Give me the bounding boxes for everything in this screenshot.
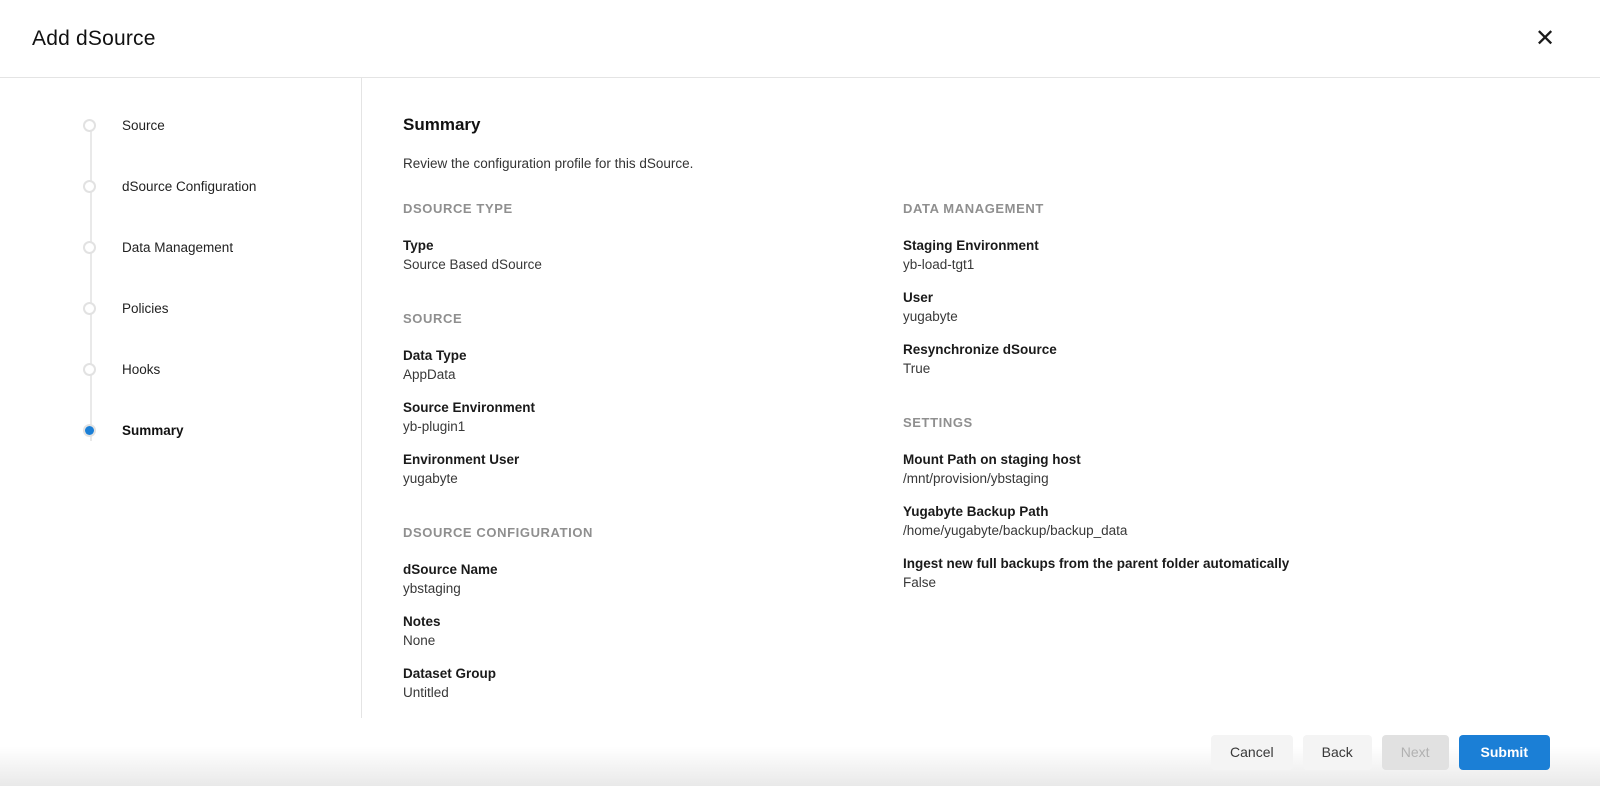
step-circle-icon: [83, 180, 96, 193]
section-heading: SETTINGS: [903, 415, 973, 430]
submit-button[interactable]: Submit: [1459, 735, 1550, 770]
step-circle-icon: [83, 119, 96, 132]
field-value: Untitled: [403, 685, 449, 700]
field-label: Notes: [403, 614, 441, 629]
field-label: Resynchronize dSource: [903, 342, 1057, 357]
step-source[interactable]: [83, 118, 361, 133]
step-label: Hooks: [122, 362, 161, 377]
field-label: Staging Environment: [903, 238, 1039, 253]
page-title: Summary: [403, 115, 481, 134]
summary-pane: [362, 78, 1600, 718]
stepper: [83, 118, 361, 438]
field-resynchronize-dsource: [903, 340, 1540, 378]
field-ingest-full-backups: [903, 554, 1540, 592]
active-step-dot-icon: [85, 426, 94, 435]
close-icon: ✕: [1534, 24, 1556, 52]
back-button[interactable]: Back: [1303, 735, 1372, 770]
field-label: Source Environment: [403, 400, 536, 415]
dialog-header: [0, 0, 1600, 78]
dialog-body: [0, 78, 1600, 718]
wizard-stepper-sidebar: [0, 78, 362, 718]
field-value: AppData: [403, 367, 456, 382]
step-label: Data Management: [122, 240, 234, 255]
step-label: Summary: [122, 423, 184, 438]
cancel-button[interactable]: Cancel: [1211, 735, 1293, 770]
next-button[interactable]: Next: [1382, 735, 1449, 770]
field-value: yb-plugin1: [403, 419, 466, 434]
field-label: Environment User: [403, 452, 520, 467]
field-environment-user: [403, 450, 903, 488]
field-value: False: [903, 575, 937, 590]
field-value: yugabyte: [903, 309, 958, 324]
field-staging-environment: [903, 236, 1540, 274]
field-value: yugabyte: [403, 471, 458, 486]
summary-column-left: [403, 201, 903, 718]
step-label: dSource Configuration: [122, 179, 257, 194]
field-value: /mnt/provision/ybstaging: [903, 471, 1049, 486]
dialog-title: Add dSource: [32, 26, 156, 50]
field-notes: [403, 612, 903, 650]
section-heading: DATA MANAGEMENT: [903, 201, 1044, 216]
field-dataset-group: [403, 664, 903, 702]
section-settings: [903, 415, 1540, 592]
field-type: [403, 236, 903, 274]
step-circle-icon: [83, 363, 96, 376]
step-label: Policies: [122, 301, 169, 316]
section-heading: DSOURCE CONFIGURATION: [403, 525, 594, 540]
field-yugabyte-backup-path: [903, 502, 1540, 540]
section-dsource-type: [403, 201, 903, 274]
field-label: dSource Name: [403, 562, 498, 577]
field-value: /home/yugabyte/backup/backup_data: [903, 523, 1128, 538]
field-mount-path: [903, 450, 1540, 488]
step-label: Source: [122, 118, 165, 133]
step-policies[interactable]: [83, 301, 361, 316]
field-label: Type: [403, 238, 434, 253]
field-value: yb-load-tgt1: [903, 257, 975, 272]
step-circle-icon: [83, 424, 96, 437]
step-summary[interactable]: [83, 423, 361, 438]
field-label: Ingest new full backups from the parent folder automatically: [903, 556, 1290, 571]
section-heading: SOURCE: [403, 311, 463, 326]
section-heading: DSOURCE TYPE: [403, 201, 513, 216]
section-data-management: [903, 201, 1540, 378]
step-circle-icon: [83, 241, 96, 254]
field-value: Source Based dSource: [403, 257, 542, 272]
step-dsource-configuration[interactable]: [83, 179, 361, 194]
dialog-footer: [0, 718, 1600, 786]
field-value: None: [403, 633, 436, 648]
field-user: [903, 288, 1540, 326]
field-label: Dataset Group: [403, 666, 497, 681]
field-dsource-name: [403, 560, 903, 598]
section-source: [403, 311, 903, 488]
field-value: ybstaging: [403, 581, 461, 596]
field-data-type: [403, 346, 903, 384]
step-data-management[interactable]: [83, 240, 361, 255]
close-button[interactable]: [1528, 22, 1562, 56]
field-label: Mount Path on staging host: [903, 452, 1081, 467]
field-label: User: [903, 290, 934, 305]
summary-columns: [403, 201, 1600, 718]
stepper-connector-line: [90, 127, 92, 441]
section-dsource-configuration: [403, 525, 903, 702]
field-label: Data Type: [403, 348, 467, 363]
step-hooks[interactable]: [83, 362, 361, 377]
field-source-environment: [403, 398, 903, 436]
page-subtitle: Review the configuration profile for this dSource.: [403, 156, 694, 171]
field-label: Yugabyte Backup Path: [903, 504, 1049, 519]
summary-column-right: [903, 201, 1600, 629]
field-value: True: [903, 361, 931, 376]
step-circle-icon: [83, 302, 96, 315]
